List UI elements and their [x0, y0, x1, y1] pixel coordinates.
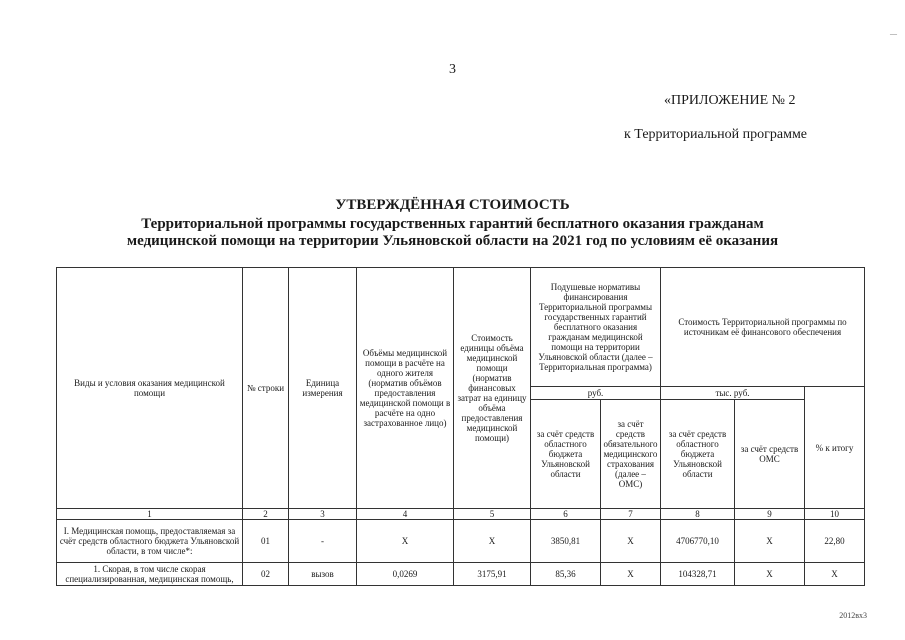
header-per-capita-oms: за счёт средств обязательного медицинского страхования (далее – ОМС) — [601, 400, 661, 509]
row-cost: 3175,91 — [454, 563, 531, 586]
header-percent: % к итогу — [805, 387, 865, 509]
column-number: 6 — [531, 509, 601, 520]
column-number: 4 — [357, 509, 454, 520]
table-row — [57, 520, 865, 563]
row-total-oms: Х — [735, 520, 805, 563]
header-unit-cost: Стоимость единицы объёма медицинской помощи (норматив финансовых затрат на единицу объёма предоставления медицинской помощи) — [454, 268, 531, 509]
column-number: 10 — [805, 509, 865, 520]
row-unit: вызов — [289, 563, 357, 586]
header-row-1 — [57, 268, 865, 387]
footer-code: 2012вх3 — [839, 611, 867, 620]
column-number: 2 — [243, 509, 289, 520]
row-per-capita-budget: 3850,81 — [531, 520, 601, 563]
cost-table — [56, 267, 865, 586]
row-total-budget: 104328,71 — [661, 563, 735, 586]
header-unit: Единица измерения — [289, 268, 357, 509]
column-number: 9 — [735, 509, 805, 520]
row-number: 02 — [243, 563, 289, 586]
row-volume: Х — [357, 520, 454, 563]
row-per-capita-budget: 85,36 — [531, 563, 601, 586]
row-percent: 22,80 — [805, 520, 865, 563]
row-number: 01 — [243, 520, 289, 563]
annex-subtitle: к Территориальной программе — [624, 127, 808, 142]
row-name: 1. Скорая, в том числе скорая специализированная, медицинская помощь, — [57, 563, 243, 586]
row-unit: - — [289, 520, 357, 563]
header-total-budget: за счёт средств областного бюджета Ульяновской области — [661, 400, 735, 509]
column-number: 1 — [57, 509, 243, 520]
header-per-capita: Подушевые нормативы финансирования Территориальной программы государственных гарантий бесплатного оказания гражданам медицинской помощи на территории Ульяновской области (далее – Территориальная программа) — [531, 268, 661, 387]
table-row — [57, 563, 865, 586]
document-subtitle-line-1: Территориальной программы государственных гарантий бесплатного оказания гражданам — [141, 216, 764, 232]
column-number: 5 — [454, 509, 531, 520]
header-types: Виды и условия оказания медицинской помощи — [57, 268, 243, 509]
header-row-number: № строки — [243, 268, 289, 509]
column-number-row — [57, 509, 865, 520]
row-name: I. Медицинская помощь, предоставляемая за счёт средств областного бюджета Ульяновской области, в том числе*: — [57, 520, 243, 563]
column-number: 7 — [601, 509, 661, 520]
row-volume: 0,0269 — [357, 563, 454, 586]
side-mark: — — [890, 30, 897, 38]
row-per-capita-oms: Х — [601, 563, 661, 586]
header-total-oms: за счёт средств ОМС — [735, 400, 805, 509]
row-percent: Х — [805, 563, 865, 586]
header-cost-sources: Стоимость Территориальной программы по источникам её финансового обеспечения — [661, 268, 865, 387]
header-per-capita-budget: за счёт средств областного бюджета Ульяновской области — [531, 400, 601, 509]
row-total-oms: Х — [735, 563, 805, 586]
annex-title: «ПРИЛОЖЕНИЕ № 2 — [664, 93, 796, 108]
row-cost: Х — [454, 520, 531, 563]
header-rub: руб. — [531, 387, 661, 400]
header-thous-rub: тыс. руб. — [661, 387, 805, 400]
column-number: 8 — [661, 509, 735, 520]
document-title: УТВЕРЖДЁННАЯ СТОИМОСТЬ — [335, 197, 570, 213]
row-total-budget: 4706770,10 — [661, 520, 735, 563]
document-subtitle-line-2: медицинской помощи на территории Ульяновской области на 2021 год по условиям её оказания — [126, 233, 779, 249]
page-number: 3 — [449, 62, 456, 77]
header-volume: Объёмы медицинской помощи в расчёте на одного жителя (норматив объёмов предоставления медицинской помощи в расчёте на одно застрахованное лицо) — [357, 268, 454, 509]
column-number: 3 — [289, 509, 357, 520]
row-per-capita-oms: Х — [601, 520, 661, 563]
